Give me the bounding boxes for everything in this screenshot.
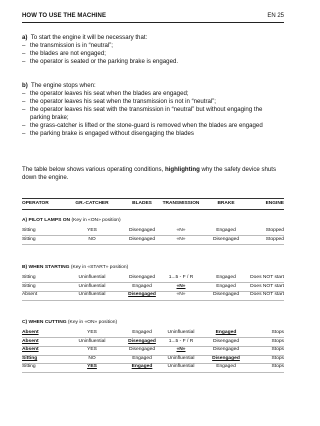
- table-cell: Does NOT start: [250, 292, 284, 298]
- table-cell: Stops: [271, 338, 284, 344]
- group-title-text: A) PILOT LAMPS ON: [22, 218, 71, 223]
- table-cell: Engaged: [216, 228, 236, 233]
- table-intro-text: The table below shows various operating conditions,: [22, 166, 165, 173]
- table-cell: Stopped: [265, 236, 284, 242]
- table-cell: Disengaged: [128, 228, 156, 233]
- table-cell: Stops: [271, 347, 284, 353]
- table-cell: Disengaged: [212, 347, 240, 353]
- table-cell: 1...5 - F / R: [168, 275, 194, 280]
- table-row: [22, 364, 284, 371]
- table-cell: Uninfluential: [78, 275, 106, 280]
- table-cell: NO: [88, 355, 96, 361]
- list-item-text: the operator leaves his seat with the transmission in “neutral” but without engaging the parking brake;: [30, 106, 263, 121]
- table-cell: Stops: [271, 355, 284, 361]
- table-top-rule: [22, 198, 284, 199]
- header-rule: [22, 22, 284, 23]
- page-header: [22, 13, 284, 23]
- table-intro-highlight: highlighting: [164, 166, 200, 173]
- table-intro-text-end: why the safety device shuts down the engine.: [22, 166, 277, 181]
- table-cell: Sitting: [22, 275, 36, 280]
- table-cell: YES: [87, 364, 97, 370]
- table-row: [22, 339, 284, 346]
- table-cell: Disengaged: [128, 338, 156, 344]
- table-cell: Disengaged: [128, 347, 156, 353]
- table-cell: Absent: [22, 330, 39, 335]
- label-b: b): [22, 82, 28, 89]
- table-row: [22, 330, 284, 337]
- table-row: [22, 347, 284, 354]
- table-cell: «N»: [176, 236, 186, 242]
- table-cell: «N»: [176, 292, 186, 298]
- section-title: HOW TO USE THE MACHINE: [22, 13, 107, 19]
- table-cell: Engaged: [216, 364, 236, 370]
- list-item-text: the blades are not engaged;: [30, 50, 106, 57]
- table-row: [22, 228, 284, 235]
- list-item-text: the transmission is in “neutral”;: [30, 42, 113, 49]
- table-cell: Stops: [271, 330, 284, 335]
- list-item-text: the operator is seated or the parking brake is engaged.: [30, 58, 179, 65]
- intro-b-text: The engine stops when:: [31, 82, 96, 89]
- table-cell: Engaged: [216, 283, 236, 289]
- list-item-text: the operator leaves his seat when the blades are engaged;: [30, 90, 189, 97]
- table-cell: YES: [87, 228, 97, 233]
- col-header-engine: ENGINE: [265, 201, 284, 206]
- table-cell: Stops: [271, 364, 284, 370]
- row-divider: [22, 244, 284, 245]
- table-cell: Absent: [22, 338, 39, 344]
- table-cell: Sitting: [22, 364, 36, 370]
- table-cell: NO: [88, 236, 96, 242]
- table-cell: Uninfluential: [78, 292, 106, 298]
- row-divider: [22, 300, 284, 301]
- table-group-title: [22, 265, 284, 270]
- table-cell: Uninfluential: [78, 338, 106, 344]
- table-cell: Engaged: [215, 330, 237, 335]
- table-cell: Sitting: [22, 228, 36, 233]
- table-row: [22, 356, 284, 363]
- table-cell: Absent: [22, 347, 39, 353]
- table-group-title: [22, 218, 284, 223]
- group-title-text: B) WHEN STARTING: [22, 265, 70, 270]
- table-cell: Engaged: [132, 330, 152, 335]
- table-cell: Does NOT start: [250, 283, 284, 289]
- start-conditions-intro: [22, 34, 284, 42]
- stop-conditions: [22, 82, 284, 138]
- table-cell: Uninfluential: [167, 330, 195, 335]
- list-item-text: the grass-catcher is lifted or the stone-guard is removed when the blades are engaged: [30, 122, 263, 129]
- table-cell: Engaged: [132, 283, 152, 289]
- row-divider: [22, 372, 284, 373]
- start-conditions: [22, 34, 284, 66]
- col-header-transmission: TRANSMISSION: [162, 201, 200, 206]
- table-cell: Disengaged: [128, 292, 156, 298]
- list-item: – the operator leaves his seat when the transmission is not in “neutral”;: [22, 98, 216, 105]
- list-item-text: the operator leaves his seat when the transmission is not in “neutral”;: [30, 98, 216, 105]
- table-cell: Disengaged: [212, 338, 240, 344]
- table-cell: Engaged: [131, 364, 153, 370]
- list-item: – the transmission is in “neutral”;: [22, 42, 113, 49]
- col-header-brake: BRAKE: [217, 201, 235, 206]
- intro-a-text: To start the engine it will be necessary that:: [30, 34, 148, 41]
- table-cell: Uninfluential: [78, 283, 106, 289]
- list-item: – the operator leaves his seat with the transmission in “neutral” but without engaging the parking brake;: [22, 106, 263, 121]
- list-item: – the blades are not engaged;: [22, 50, 106, 57]
- table-cell: Disengaged: [212, 355, 240, 361]
- list-item: – the parking brake is engaged without disengaging the blades: [22, 130, 194, 137]
- table-cell: YES: [87, 347, 97, 353]
- list-item-text: the parking brake is engaged without disengaging the blades: [30, 130, 194, 137]
- table-cell: Disengaged: [128, 236, 156, 242]
- col-header-grass-catcher: GR.-CATCHER: [75, 201, 109, 206]
- table-cell: Sitting: [22, 283, 36, 289]
- list-item: – the operator is seated or the parking brake is engaged.: [22, 58, 179, 65]
- page-number: EN 25: [267, 13, 284, 19]
- start-conditions-list: [22, 42, 284, 66]
- group-note-text: (Key in «ON» position): [67, 320, 118, 325]
- group-note-text: (Key in «ON» position): [71, 218, 121, 223]
- table-cell: Disengaged: [128, 275, 156, 280]
- table-header-rule: [22, 209, 284, 210]
- col-header-operator: OPERATOR: [22, 201, 49, 206]
- table-cell: «N»: [176, 228, 186, 233]
- table-cell: Stopped: [265, 228, 284, 233]
- table-cell: Disengaged: [212, 292, 240, 298]
- label-a: a): [22, 34, 28, 41]
- table-cell: «N»: [176, 347, 186, 353]
- table-cell: Absent: [22, 292, 38, 298]
- table-cell: Sitting: [22, 236, 36, 242]
- table-cell: Does NOT start: [250, 275, 284, 280]
- table-group-title: [22, 320, 284, 325]
- table-header: [22, 200, 284, 208]
- table-row: [22, 284, 284, 291]
- table-row: [22, 275, 284, 282]
- table-cell: YES: [87, 330, 97, 335]
- table-row: [22, 237, 284, 244]
- stop-conditions-intro: [22, 82, 284, 90]
- table-cell: «N»: [176, 283, 186, 289]
- table-row: [22, 292, 284, 299]
- table-cell: Sitting: [22, 355, 38, 361]
- table-cell: Engaged: [216, 275, 236, 280]
- table-cell: Engaged: [132, 355, 152, 361]
- table-cell: Uninfluential: [167, 364, 195, 370]
- list-item: – the operator leaves his seat when the blades are engaged;: [22, 90, 189, 97]
- table-cell: Uninfluential: [167, 355, 195, 361]
- list-item: – the grass-catcher is lifted or the stone-guard is removed when the blades are engaged: [22, 122, 263, 129]
- table-cell: Disengaged: [212, 236, 240, 242]
- stop-conditions-list: [22, 90, 284, 138]
- group-note-text: (Key in «START» position): [70, 265, 129, 270]
- table-intro: [22, 166, 284, 182]
- group-title-text: C) WHEN CUTTING: [22, 320, 67, 325]
- table-cell: 1...5 - F / R: [168, 338, 194, 344]
- col-header-blades: BLADES: [132, 201, 152, 206]
